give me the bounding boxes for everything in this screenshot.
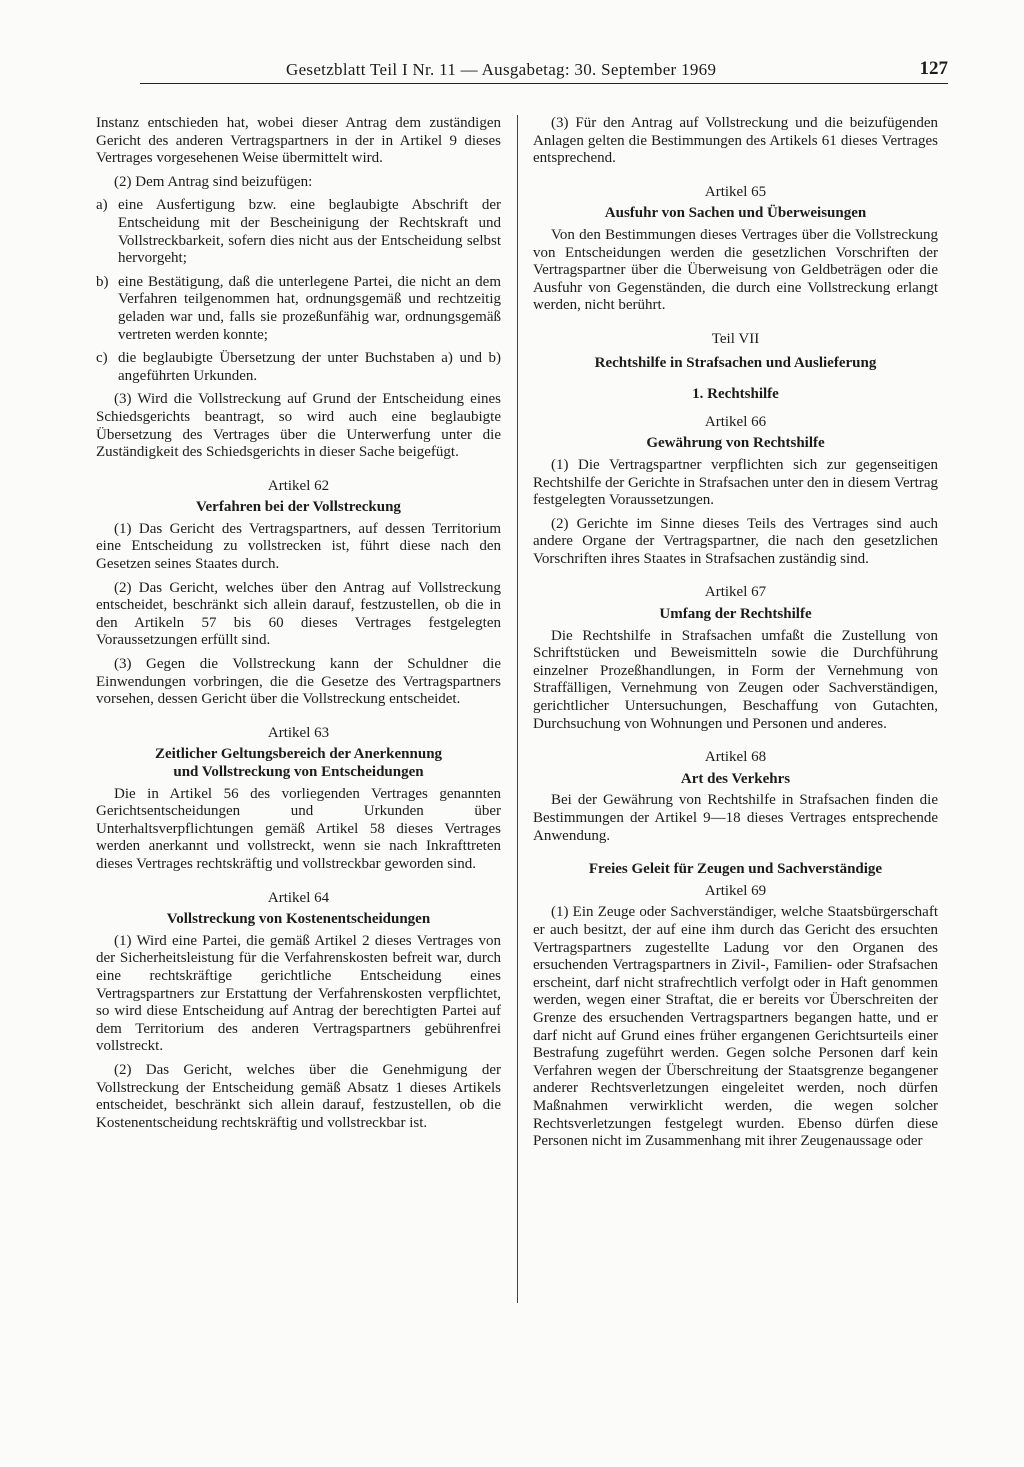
- right-column: [533, 115, 938, 1157]
- article-title: Ausfuhr von Sachen und Überweisungen: [604, 205, 867, 222]
- article-title: Umfang der Rechtshilfe: [659, 606, 812, 623]
- list-item-text: eine Ausfertigung bzw. eine beglaubigte Abschrift der Entscheidung mit der Bescheinigung der Rechtskraft und Vollstreckbarkeit, sofern dies nicht aus der Entscheidung selbst hervorgeht;: [118, 197, 501, 267]
- left-column: [96, 115, 501, 1138]
- article-title-line: und Vollstreckung von Entscheidungen: [173, 764, 424, 780]
- column-divider: [517, 115, 518, 1303]
- gazette-title: Gesetzblatt Teil I Nr. 11 — Ausgabetag: 30. September 1969: [286, 60, 717, 79]
- paragraph: (1) Das Gericht des Vertragspartners, auf dessen Territorium eine Entscheidung zu vollstrecken ist, führt diese nach den Gesetzen seines Staates durch.: [96, 520, 501, 573]
- part-number: Teil VII: [711, 330, 760, 347]
- list-item: [96, 274, 501, 344]
- article-number: Artikel 67: [704, 584, 767, 601]
- paragraph: Von den Bestimmungen dieses Vertrages über die Vollstreckung von Entscheidungen werden die gesetzlichen Vorschriften der Vertragspartner über die Überweisung von Geldbeträgen oder die Ausfuhr von Gegenständen, die durch eine Vollstreckung erlangt werden, nicht berührt.: [533, 226, 938, 314]
- header-rule: [140, 83, 948, 84]
- list-item: [96, 197, 501, 267]
- paragraph: (2) Das Gericht, welches über die Genehmigung der Vollstreckung der Entscheidung gemäß Absatz 1 dieses Artikels entscheidet, beschränkt sich allein darauf, festzustellen, ob die Kostenentscheidung rechtskräftig und vollstreckbar ist.: [96, 1061, 501, 1131]
- part-title: Rechtshilfe in Strafsachen und Auslieferung: [594, 354, 877, 371]
- paragraph: (1) Ein Zeuge oder Sachverständiger, welche Staatsbürgerschaft er auch besitzt, der auf eine ihm durch das Gericht des ersuchten Vertragspartners zugestellte Ladung vor den Organen des ersuchenden Vertragspartners in Zivil-, Familien- oder Strafsachen erscheint, darf nicht strafrechtlich verfolgt oder in Haft genommen werden, wegen einer Straftat, die er bereits vor Überschreiten der Grenze des ersuchenden Vertragspartners begangen hatte, und er darf nicht auf Grund eines früher ergangenen Gerichtsurteils einer Bestrafung zugeführt werden. Gegen solche Personen darf kein Verfahren wegen der Überschreitung der Staatsgrenze begangener anderer Rechtsverletzungen eingeleitet werden, noch dürfen Maßnahmen verwirklicht werden, die wegen solcher Rechtsverletzungen festgelegt wurden. Ebenso dürfen diese Personen nicht im Zusammenhang mit ihrer Zeugenaussage oder: [533, 904, 938, 1150]
- paragraph: Instanz entschieden hat, wobei dieser Antrag dem zuständigen Gericht des anderen Vertragspartners in der in Artikel 9 dieses Vertrages vorgesehenen Weise übermittelt wird.: [96, 115, 501, 167]
- article-number: Artikel 64: [267, 889, 330, 906]
- article-number: Artikel 66: [704, 413, 767, 430]
- paragraph: Die Rechtshilfe in Strafsachen umfaßt die Zustellung von Schriftstücken und Beweismitteln sowie die Durchführung einzelner Prozeßhandlungen, in Form der Vernehmung von Straffälligen, Vernehmung von Zeugen oder Sachverständigen, gerichtlicher Untersuchungen, Beschaffung von Gutachten, Durchsuchung von Wohnungen und Personen und anderes.: [533, 627, 938, 732]
- list-item-text: eine Bestätigung, daß die unterlegene Partei, die nicht an dem Verfahren teilgenommen hat, ordnungsgemäß und rechtzeitig geladen war und, falls sie prozeßunfähig war, ordnungsgemäß vertreten werden konnte;: [118, 273, 501, 343]
- article-title: Freies Geleit für Zeugen und Sachverständige: [588, 861, 883, 878]
- article-number: Artikel 68: [704, 749, 767, 766]
- page-header: [140, 58, 948, 84]
- paragraph: (3) Wird die Vollstreckung auf Grund der Entscheidung eines Schiedsgerichts beantragt, so wird auch eine beglaubigte Übersetzung des Vertrages über die Unterwerfung unter die Zuständigkeit des Schiedsgerichts in dieser Sache beigefügt.: [96, 391, 501, 461]
- list-item-text: die beglaubigte Übersetzung der unter Buchstaben a) und b) angeführten Urkunden.: [118, 350, 501, 384]
- paragraph: Bei der Gewährung von Rechtshilfe in Strafsachen finden die Bestimmungen der Artikel 9—18 dieses Vertrages entsprechende Anwendung.: [533, 792, 938, 844]
- list-marker: a): [96, 197, 108, 214]
- list-marker: b): [96, 273, 109, 290]
- article-number: Artikel 65: [704, 183, 767, 200]
- article-number: Artikel 62: [267, 477, 330, 494]
- list-item: [96, 350, 501, 385]
- paragraph: (2) Dem Antrag sind beizufügen:: [114, 173, 313, 190]
- section-title: 1. Rechtshilfe: [692, 386, 779, 403]
- article-title: Art des Verkehrs: [680, 770, 791, 787]
- article-number: Artikel 69: [704, 882, 767, 899]
- article-title: Gewährung von Rechtshilfe: [646, 435, 825, 452]
- paragraph: (2) Gerichte im Sinne dieses Teils des Vertrages sind auch andere Organe der Vertragspartner, die nach den gesetzlichen Vorschriften ihres Staates in Strafsachen zuständig sind.: [533, 515, 938, 567]
- list-marker: c): [96, 350, 108, 367]
- article-number: Artikel 63: [267, 724, 330, 741]
- article-title: [96, 746, 501, 781]
- article-title: Vollstreckung von Kostenentscheidungen: [166, 911, 431, 928]
- paragraph: (3) Für den Antrag auf Vollstreckung und die beizufügenden Anlagen gelten die Bestimmungen des Artikels 61 dieses Vertrages entsprechend.: [533, 115, 938, 167]
- paragraph: (1) Wird eine Partei, die gemäß Artikel 2 dieses Vertrages von der Sicherheitsleistung für die Verfahrenskosten befreit war, durch eine rechtskräftige gerichtliche Entscheidung eines Vertragspartners zur Erstattung der Verfahrenskosten verpflichtet, so wird diese Entscheidung auf Antrag der berechtigten Partei auf dem Territorium des anderen Vertragspartners gebührenfrei vollstreckt.: [96, 932, 501, 1055]
- paragraph: (1) Die Vertragspartner verpflichten sich zur gegenseitigen Rechtshilfe der Gerichte in Strafsachen unter den in diesem Vertrag festgelegten Voraussetzungen.: [533, 456, 938, 509]
- page-number: 127: [919, 58, 948, 79]
- article-title: Verfahren bei der Vollstreckung: [196, 499, 401, 516]
- paragraph: (2) Das Gericht, welches über den Antrag auf Vollstreckung entscheidet, beschränkt sich allein darauf, festzustellen, ob die in den Artikeln 57 bis 60 dieses Vertrages festgelegten Voraussetzungen erfüllt sind.: [96, 579, 501, 649]
- paragraph: (3) Gegen die Vollstreckung kann der Schuldner die Einwendungen vorbringen, die die Gesetze des Vertragspartners vorsehen, dessen Gericht über die Vollstreckung entscheidet.: [96, 656, 501, 708]
- paragraph: Die in Artikel 56 des vorliegenden Vertrages genannten Gerichtsentscheidungen und Urkunden über Unterhaltsverpflichtungen gemäß Artikel 58 dieses Vertrages werden anerkannt und vollstreckt, wenn sie nach Inkrafttreten dieses Vertrages rechtskräftig und vollstreckbar geworden sind.: [96, 785, 501, 872]
- article-title-line: Zeitlicher Geltungsbereich der Anerkennung: [154, 746, 443, 763]
